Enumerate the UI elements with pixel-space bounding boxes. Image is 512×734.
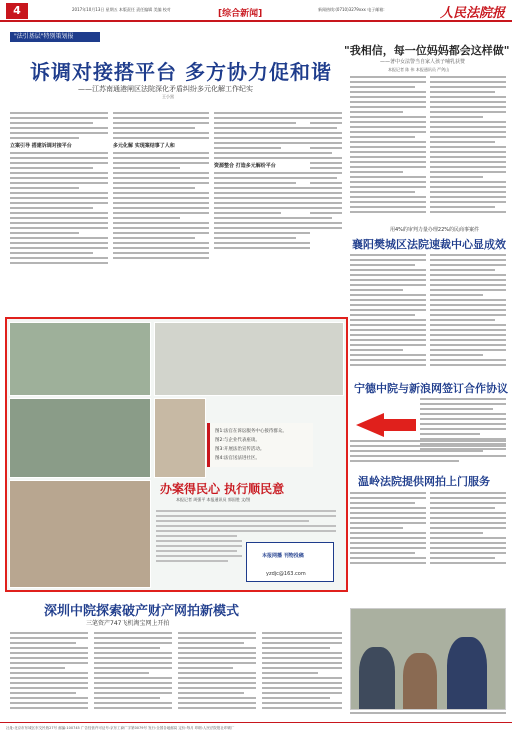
photo-home-visit <box>350 608 506 710</box>
right-story-2-col-a <box>350 254 426 369</box>
photo-courtyard-crowd <box>9 398 151 478</box>
caption-line-1: 图1:法官在诉讼服务中心接待群众。 <box>215 429 287 434</box>
lead-subtitle-c: 资源整合 打造多元解纷平台 <box>214 163 276 169</box>
right-byline-1: 本报记者 陈 伟 本报通讯员 严剑山 <box>388 67 450 72</box>
caption-line-2: 图2:与企业代表座谈。 <box>215 438 260 443</box>
lead-subhead: ——江苏南通港闸区法院深化矛盾纠纷多元化解工作纪实 <box>78 85 253 93</box>
right-story-4-col-a <box>350 492 426 567</box>
photo-court-building-banners <box>9 480 151 588</box>
right-headline-1[interactable]: "我相信，每一位妈妈都会这样做" <box>344 44 510 57</box>
bottom-column-2 <box>94 632 172 712</box>
photo-home-visit-caption <box>350 712 506 717</box>
section-title: [综合新闻] <box>218 9 263 19</box>
lead-column-4 <box>310 112 342 232</box>
right-kicker-2: 用4%的审判力量办理22%的民商事案件 <box>390 227 480 233</box>
lead-headline[interactable]: 诉调对接搭平台 多方协力促和谐 <box>30 60 332 84</box>
feature-byline: 本报记者 周强平 本报通讯员 郭国胜 文/图 <box>176 497 251 502</box>
lead-column-2 <box>113 112 209 262</box>
right-subhead-1: ——著中女法警当自家人孩子哺乳获赞 <box>380 59 466 65</box>
right-story-3-text-lower <box>350 440 506 465</box>
photo-captions <box>207 423 313 467</box>
bottom-column-3 <box>178 632 256 712</box>
person-figure <box>403 653 437 709</box>
right-story-1-col-b <box>430 76 506 216</box>
footer-info: 社址:北京市东城区东交民巷27号 邮编:100745 广告经营许可证号:京东工商广字第0079号 发行:全国各地邮局 定价:每月 印刷:人民法院报社印刷厂 <box>6 726 235 730</box>
bottom-column-1 <box>10 632 88 712</box>
submission-email[interactable]: yzdjc@163.com <box>266 571 306 577</box>
bottom-column-4 <box>262 632 342 712</box>
arrow-left-icon <box>356 413 384 437</box>
right-headline-3[interactable]: 宁德中院与新浪网签订合作协议 <box>354 382 508 395</box>
photo-officials-group <box>9 322 151 396</box>
bottom-headline[interactable]: 深圳中院探索破产财产网拍新模式 <box>44 604 240 619</box>
lead-column-1 <box>10 112 108 267</box>
lead-column-3 <box>214 112 310 252</box>
person-figure <box>359 647 395 709</box>
page-footer <box>0 722 512 734</box>
person-figure <box>447 637 487 709</box>
lead-byline: 王小黑 <box>162 94 174 99</box>
page-header <box>0 0 512 22</box>
newspaper-logo: 人民法院报 <box>440 6 506 21</box>
bottom-subhead: 三笔资产747飞机淘宝网上开拍 <box>86 620 170 627</box>
feature-banner-title[interactable]: 办案得民心 执行顺民意 <box>160 482 285 496</box>
right-headline-2[interactable]: 襄阳樊城区法院速裁中心显成效 <box>352 238 506 251</box>
right-story-4-col-b <box>430 492 506 567</box>
lead-kicker: "法引基层"特别策划报 <box>10 32 100 42</box>
header-meta-left: 2017年10月13日 星期五 本版责任 责任编辑 美编 校对 <box>72 7 171 12</box>
photo-meeting-room <box>154 322 344 396</box>
submission-title: 本报网播 刊物投稿 <box>262 553 304 559</box>
right-story-1-col-a <box>350 76 426 216</box>
right-story-2-col-b <box>430 254 506 369</box>
lead-subtitle-b: 多元化解 实现案结事了人和 <box>113 143 175 149</box>
lead-subtitle-a: 立案引导 搭建诉调对接平台 <box>10 143 72 149</box>
photo-officer-with-documents <box>154 398 206 478</box>
arrow-shaft <box>384 419 416 431</box>
header-meta-right: 新闻热线:(0710)3279xxx 电子邮箱: <box>318 7 385 12</box>
caption-line-3: 图3:开展法治宣传活动。 <box>215 447 265 452</box>
caption-line-4: 图4:法官送法进社区。 <box>215 456 260 461</box>
right-headline-4[interactable]: 温岭法院提供网拍上门服务 <box>358 475 490 488</box>
page-number: 4 <box>6 3 28 19</box>
